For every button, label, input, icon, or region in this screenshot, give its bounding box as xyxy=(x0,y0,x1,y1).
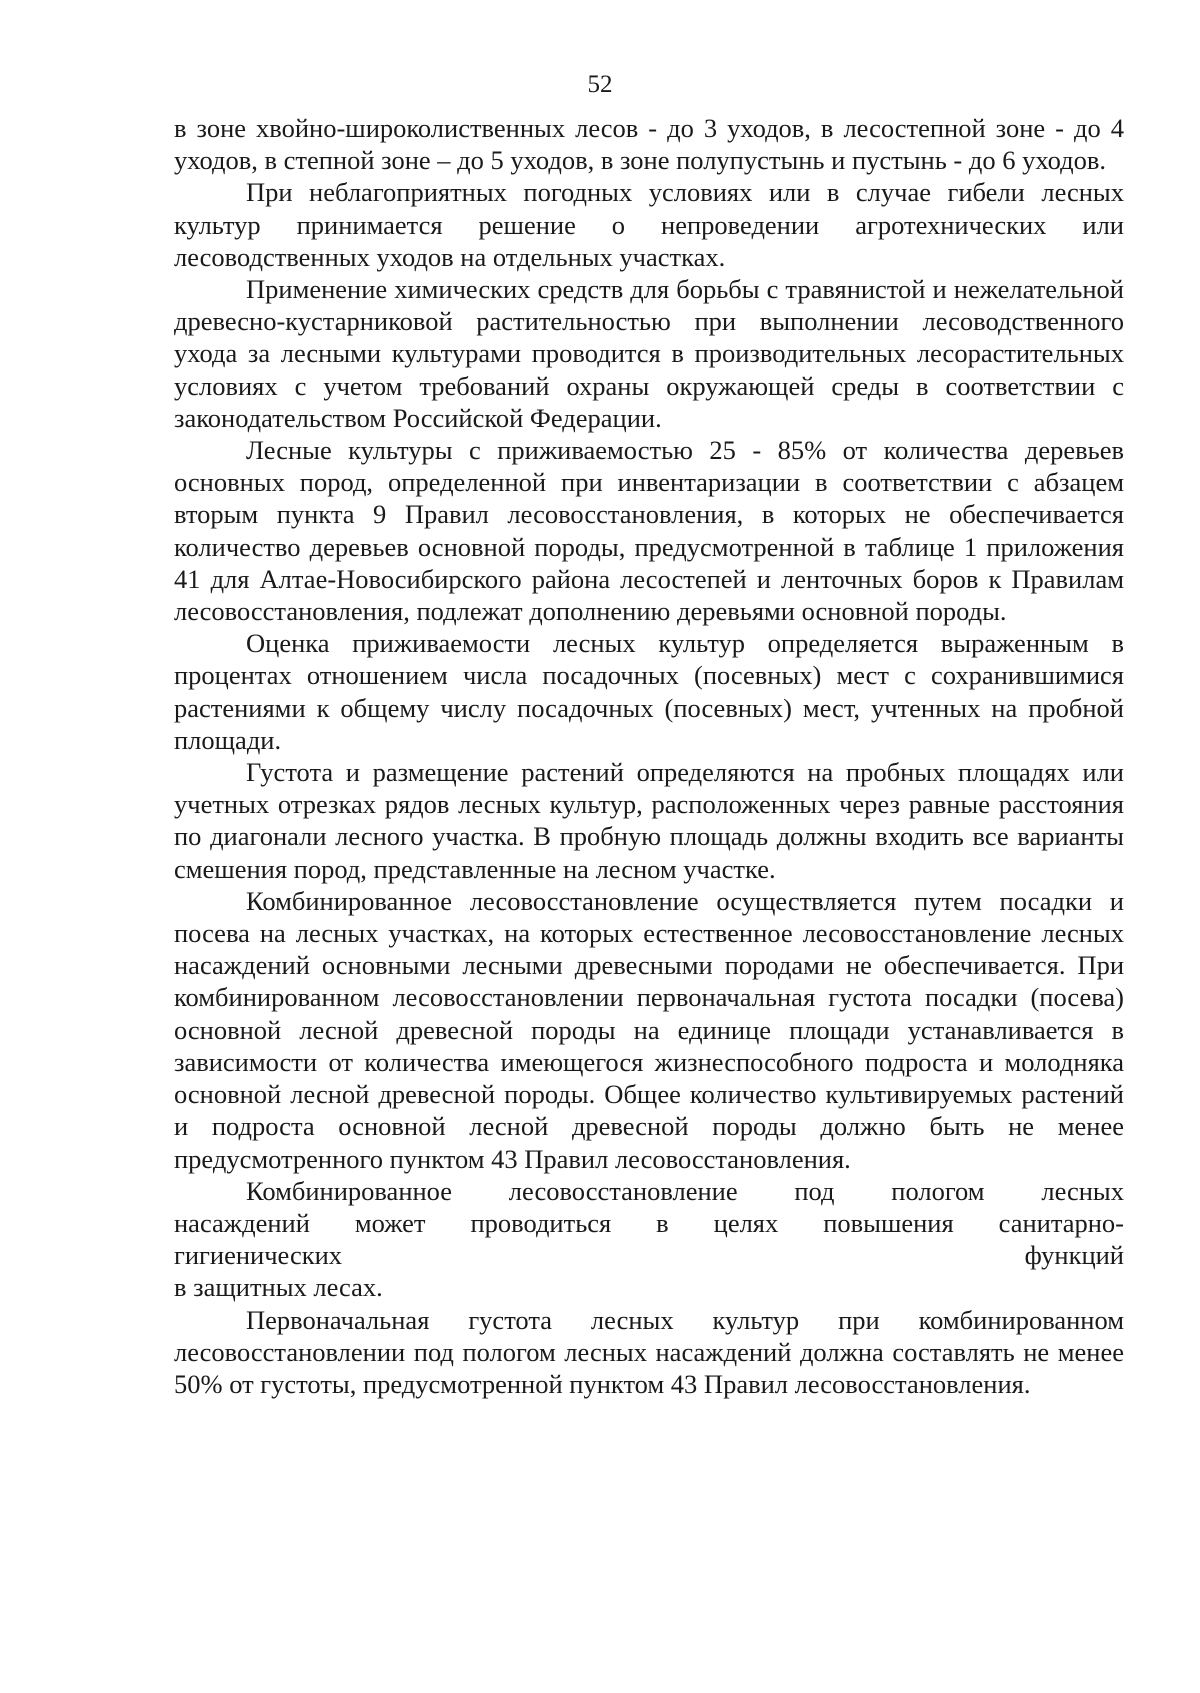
page-number: 52 xyxy=(587,71,613,98)
paragraph-unfavorable-conditions: При неблагоприятных погодных условиях или в случае гибели лесных культур принимается решение о непроведении агротехнических или лесоводственных уходов на отдельных участках. xyxy=(174,177,1124,272)
paragraph-line: Комбинированное лесовосстановление под пологом лесных xyxy=(246,1175,1124,1206)
paragraph-survival-rate-supplement: Лесные культуры с приживаемостью 25 - 85% от количества деревьев основных пород, определенной при инвентаризации в соответствии с абзацем вторым пункта 9 Правил лесовосстановления, в которых не обеспечивается количество деревьев основной породы, предусмотренной в таблице 1 приложения 41 для Алтае-Новосибирского района лесостепей и ленточных боров к Правилам лесовосстановления, подлежат дополнению деревьями основной породы. xyxy=(174,435,1124,627)
paragraph-survival-assessment: Оценка приживаемости лесных культур определяется выраженным в процентах отношением числа посадочных (посевных) мест с сохранившимися растениями к общему числу посадочных (посевных) мест, учтенных на пробной площади. xyxy=(174,628,1124,755)
paragraph-line: гигиенических функций xyxy=(174,1240,1124,1271)
paragraph-combined-under-canopy xyxy=(174,1175,1124,1304)
paragraph-initial-density: Первоначальная густота лесных культур при комбинированном лесовосстановлении под пологом лесных насаждений должна составлять не менее 50% от густоты, предусмотренной пунктом 43 Правил лесовосстановления. xyxy=(174,1304,1124,1399)
paragraph-chemical-means: Применение химических средств для борьбы с травянистой и нежелательной древесно-кустарниковой растительностью при выполнении лесоводственного ухода за лесными культурами проводится в производительных лесорастительных условиях с учетом требований охраны окружающей среды в соответствии с законодательством Российской Федерации. xyxy=(174,274,1124,433)
paragraph-combined-reforestation: Комбинированное лесовосстановление осуществляется путем посадки и посева на лесных участках, на которых естественное лесовосстановление лесных насаждений основными лесными древесными породами не обеспечивается. При комбинированном лесовосстановлении первоначальная густота посадки (посева) основной лесной древесной породы на единице площади устанавливается в зависимости от количества имеющегося жизнеспособного подроста и молодняка основной лесной древесной породы. Общее количество культивируемых растений и подроста основной лесной древесной породы должно быть не менее предусмотренного пунктом 43 Правил лесовосстановления. xyxy=(174,885,1124,1174)
document-body xyxy=(174,112,1124,1400)
paragraph-density-placement: Густота и размещение растений определяются на пробных площадях или учетных отрезках рядов лесных культур, расположенных через равные расстояния по диагонали лесного участка. В пробную площадь должны входить все варианты смешения пород, представленные на лесном участке. xyxy=(174,757,1124,884)
paragraph-care-zones: в зоне хвойно-широколиственных лесов - до 3 уходов, в лесостепной зоне - до 4 уходов, в степной зоне – до 5 уходов, в зоне полупустынь и пустынь - до 6 уходов. xyxy=(174,113,1124,176)
paragraph-line: насаждений может проводиться в целях повышения санитарно- xyxy=(174,1207,1124,1238)
paragraph-line: в защитных лесах. xyxy=(174,1272,383,1303)
